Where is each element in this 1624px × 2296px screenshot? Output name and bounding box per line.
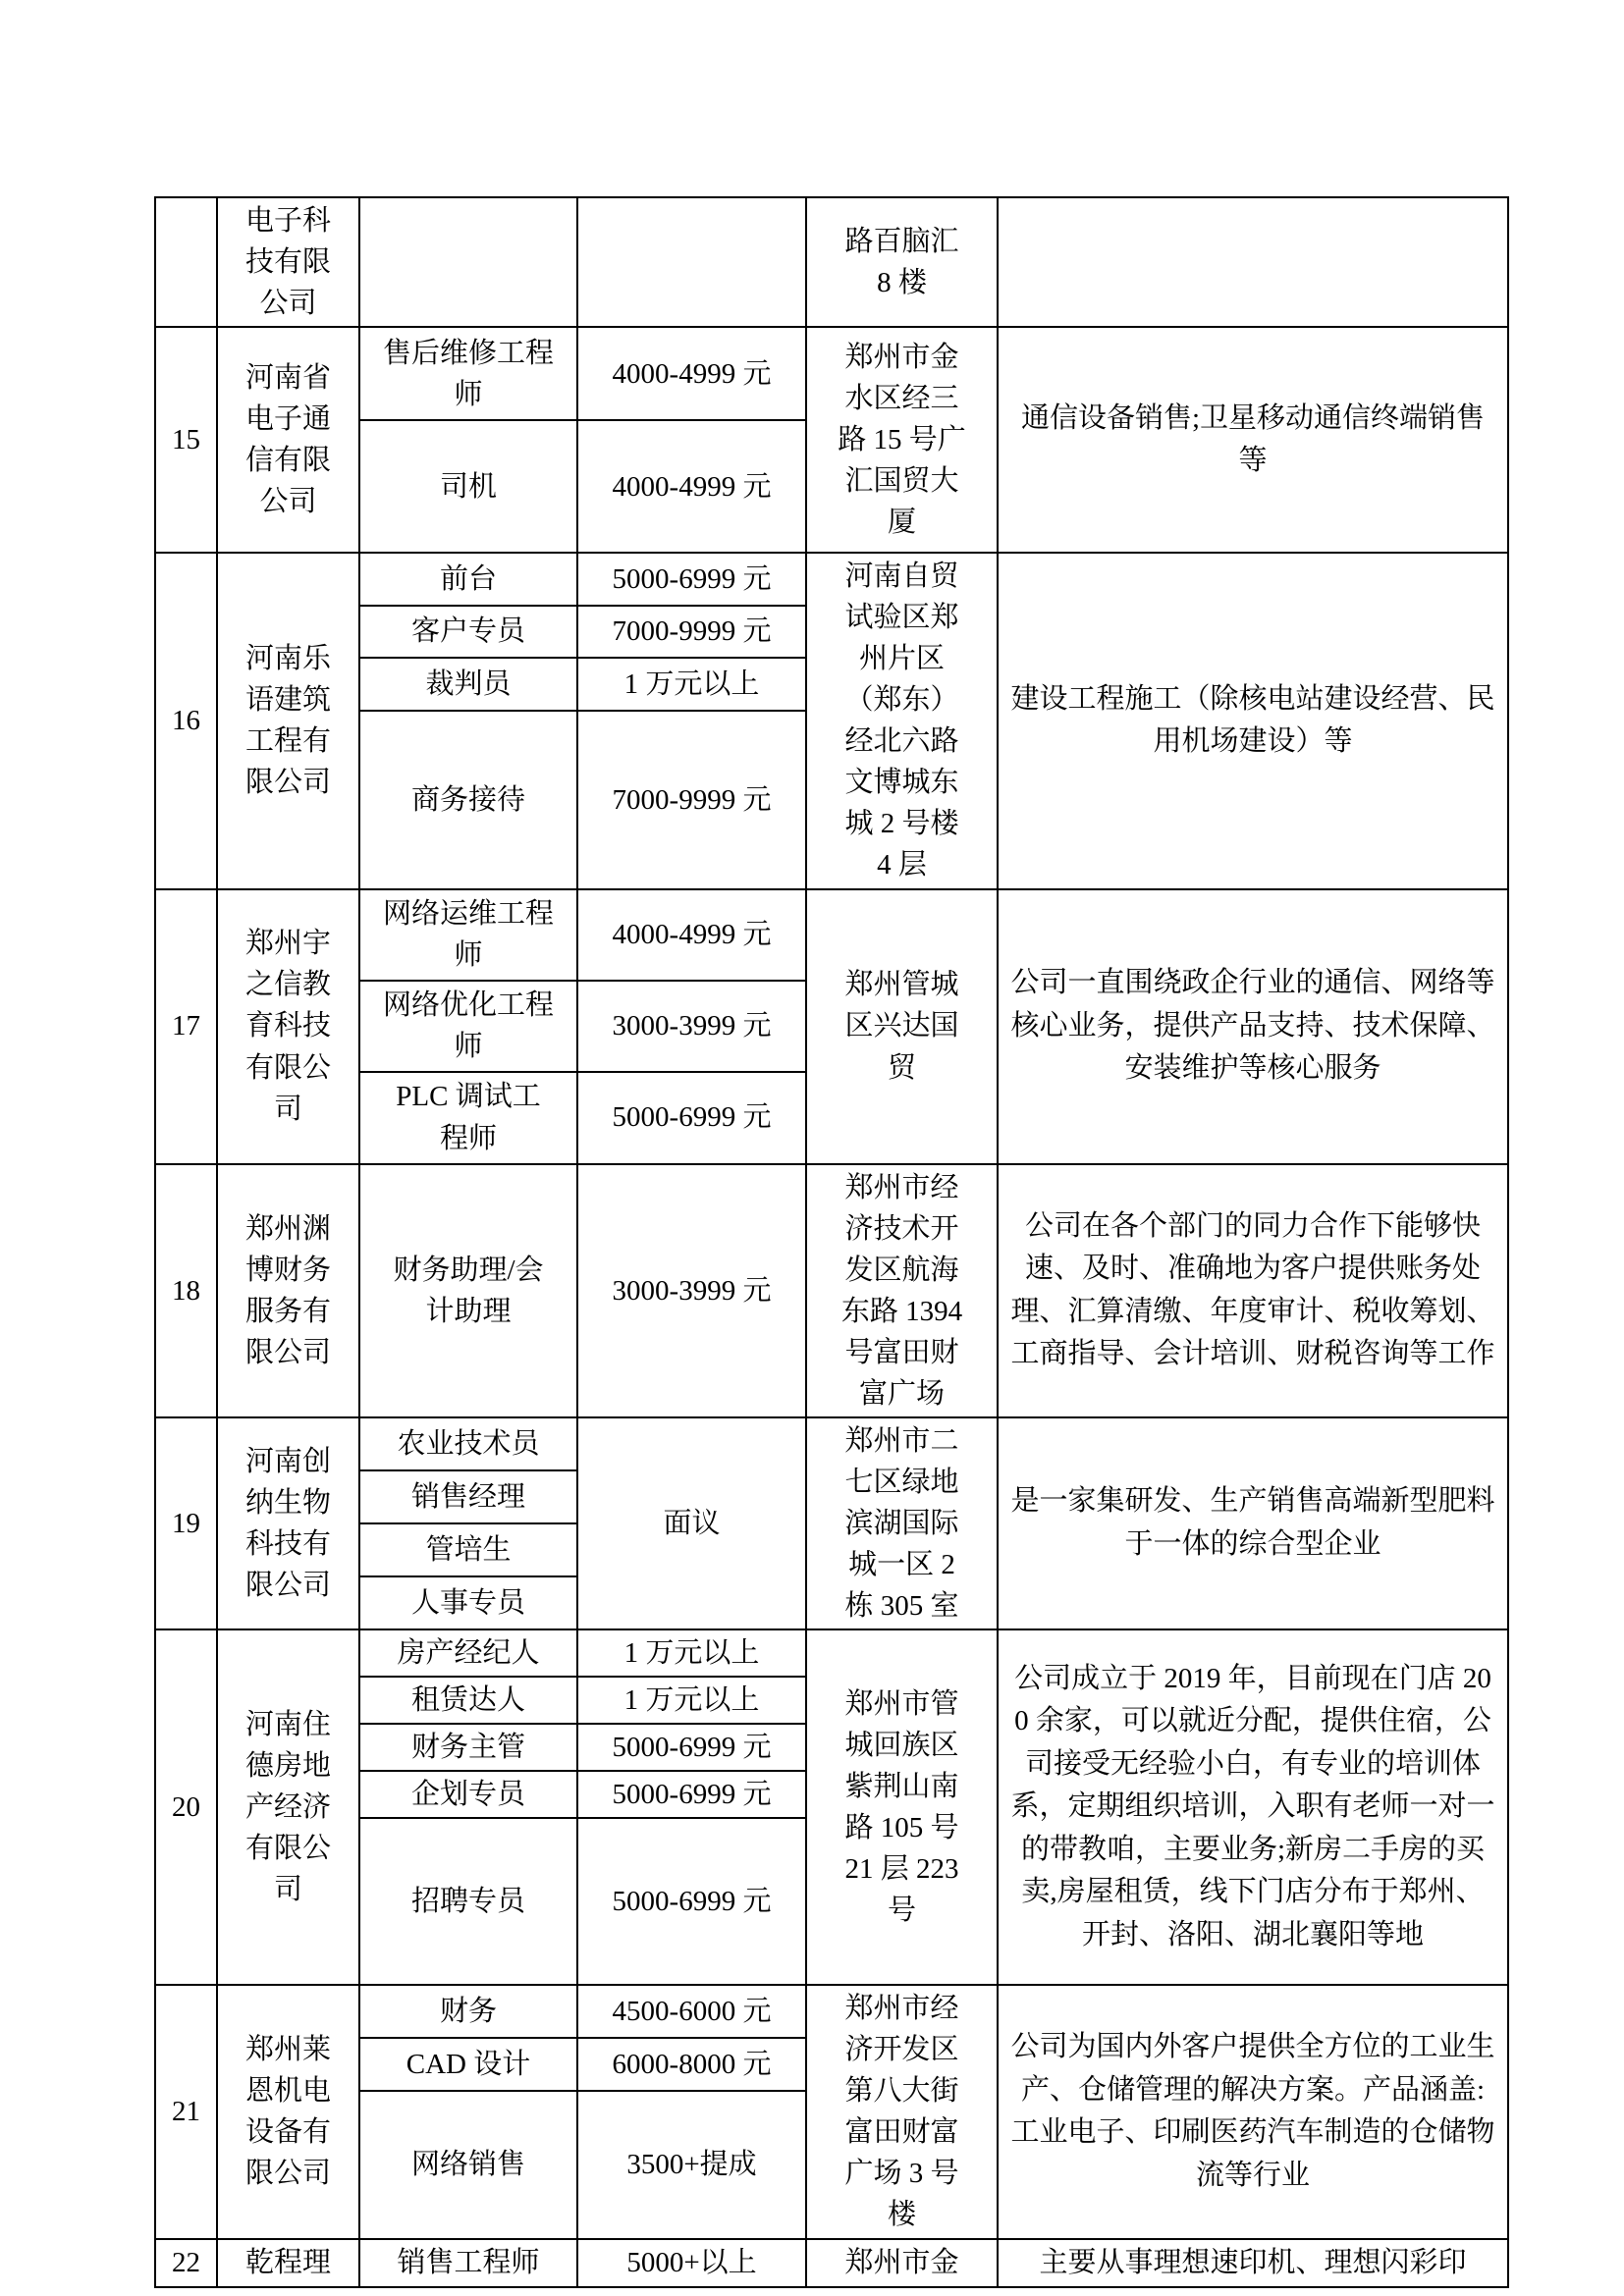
job-title-cell: 租赁达人 xyxy=(359,1677,577,1724)
address-cell: 郑州市经济开发区第八大街富田财富广场 3 号楼 xyxy=(806,1985,998,2238)
salary-cell: 3500+提成 xyxy=(577,2091,806,2238)
address-cell: 河南自贸试验区郑州片区（郑东）经北六路文博城东城 2 号楼 4 层 xyxy=(806,553,998,888)
table-row xyxy=(155,1985,1508,2038)
job-title-cell: 人事专员 xyxy=(359,1576,577,1629)
address-cell: 郑州市金水区经三路 15 号广汇国贸大厦 xyxy=(806,327,998,553)
description-cell: 通信设备销售;卫星移动通信终端销售等 xyxy=(998,327,1508,553)
row-number-cell: 21 xyxy=(155,1985,217,2238)
salary-cell: 面议 xyxy=(577,1417,806,1629)
row-number-cell: 15 xyxy=(155,327,217,553)
salary-cell: 5000+以上 xyxy=(577,2239,806,2288)
description-cell: 公司一直围绕政企行业的通信、网络等核心业务，提供产品支持、技术保障、安装维护等核心服务 xyxy=(998,889,1508,1164)
job-title-cell: 裁判员 xyxy=(359,658,577,711)
description-cell: 建设工程施工（除核电站建设经营、民用机场建设）等 xyxy=(998,553,1508,888)
table-row xyxy=(155,327,1508,420)
job-title-cell: 销售工程师 xyxy=(359,2239,577,2288)
salary-cell: 5000-6999 元 xyxy=(577,1072,806,1164)
job-title-cell: 网络优化工程师 xyxy=(359,981,577,1072)
table-row xyxy=(155,553,1508,606)
address-cell: 郑州市经济技术开发区航海东路 1394 号富田财富广场 xyxy=(806,1164,998,1417)
salary-cell: 3000-3999 元 xyxy=(577,981,806,1072)
job-title-cell: 司机 xyxy=(359,420,577,553)
address-cell: 郑州市金 xyxy=(806,2239,998,2288)
address-cell: 郑州市管城回族区紫荆山南路 105 号 21 层 223 号 xyxy=(806,1629,998,1985)
salary-cell: 4000-4999 元 xyxy=(577,420,806,553)
job-title-cell xyxy=(359,197,577,327)
row-number-cell: 20 xyxy=(155,1629,217,1985)
row-number-cell: 17 xyxy=(155,889,217,1164)
job-title-cell: 财务主管 xyxy=(359,1724,577,1771)
job-title-cell: 网络运维工程师 xyxy=(359,889,577,981)
salary-cell: 4000-4999 元 xyxy=(577,327,806,420)
description-cell: 公司为国内外客户提供全方位的工业生产、仓储管理的解决方案。产品涵盖: 工业电子、印刷医药汽车制造的仓储物流等行业 xyxy=(998,1985,1508,2238)
job-title-cell: 财务助理/会计助理 xyxy=(359,1164,577,1417)
company-cell: 河南省电子通信有限公司 xyxy=(217,327,359,553)
job-title-cell: 网络销售 xyxy=(359,2091,577,2238)
table-row xyxy=(155,2239,1508,2288)
salary-cell: 5000-6999 元 xyxy=(577,553,806,606)
salary-cell: 1 万元以上 xyxy=(577,1677,806,1724)
company-cell: 乾程理 xyxy=(217,2239,359,2288)
company-cell: 电子科技有限公司 xyxy=(217,197,359,327)
salary-cell: 5000-6999 元 xyxy=(577,1771,806,1818)
table-row xyxy=(155,1417,1508,1470)
salary-cell: 6000-8000 元 xyxy=(577,2038,806,2091)
description-cell: 公司在各个部门的同力合作下能够快速、及时、准确地为客户提供账务处理、汇算清缴、年度审计、税收筹划、工商指导、会计培训、财税咨询等工作 xyxy=(998,1164,1508,1417)
company-cell: 河南创纳生物科技有限公司 xyxy=(217,1417,359,1629)
job-title-cell: CAD 设计 xyxy=(359,2038,577,2091)
salary-cell: 1 万元以上 xyxy=(577,1629,806,1677)
table-row xyxy=(155,889,1508,981)
job-title-cell: 管培生 xyxy=(359,1523,577,1576)
salary-cell: 5000-6999 元 xyxy=(577,1818,806,1985)
table-row xyxy=(155,197,1508,327)
table-row xyxy=(155,1164,1508,1417)
salary-cell xyxy=(577,197,806,327)
description-cell: 主要从事理想速印机、理想闪彩印 xyxy=(998,2239,1508,2288)
job-title-cell: 客户专员 xyxy=(359,606,577,659)
job-title-cell: 财务 xyxy=(359,1985,577,2038)
salary-cell: 1 万元以上 xyxy=(577,658,806,711)
company-cell: 河南乐语建筑工程有限公司 xyxy=(217,553,359,888)
row-number-cell: 19 xyxy=(155,1417,217,1629)
salary-cell: 4000-4999 元 xyxy=(577,889,806,981)
salary-cell: 7000-9999 元 xyxy=(577,606,806,659)
description-cell xyxy=(998,197,1508,327)
salary-cell: 4500-6000 元 xyxy=(577,1985,806,2038)
row-number-cell: 22 xyxy=(155,2239,217,2288)
company-cell: 郑州渊博财务服务有限公司 xyxy=(217,1164,359,1417)
job-title-cell: 前台 xyxy=(359,553,577,606)
job-title-cell: 房产经纪人 xyxy=(359,1629,577,1677)
salary-cell: 7000-9999 元 xyxy=(577,711,806,889)
description-cell: 公司成立于 2019 年，目前现在门店 200 余家，可以就近分配，提供住宿，公司接受无经验小白，有专业的培训体系，定期组织培训，入职有老师一对一的带教咱，主要业务;新房二手房的买卖,房屋租赁，线下门店分布于郑州、开封、洛阳、湖北襄阳等地 xyxy=(998,1629,1508,1985)
job-title-cell: 销售经理 xyxy=(359,1470,577,1523)
company-cell: 郑州莱恩机电设备有限公司 xyxy=(217,1985,359,2238)
job-title-cell: 企划专员 xyxy=(359,1771,577,1818)
job-table xyxy=(154,196,1509,2288)
job-title-cell: 招聘专员 xyxy=(359,1818,577,1985)
job-title-cell: 农业技术员 xyxy=(359,1417,577,1470)
address-cell: 路百脑汇 8 楼 xyxy=(806,197,998,327)
table-row xyxy=(155,1629,1508,1677)
company-cell: 郑州宇之信教育科技有限公司 xyxy=(217,889,359,1164)
row-number-cell: 18 xyxy=(155,1164,217,1417)
salary-cell: 3000-3999 元 xyxy=(577,1164,806,1417)
address-cell: 郑州管城区兴达国贸 xyxy=(806,889,998,1164)
job-title-cell: PLC 调试工程师 xyxy=(359,1072,577,1164)
company-cell: 河南住德房地产经济有限公司 xyxy=(217,1629,359,1985)
description-cell: 是一家集研发、生产销售高端新型肥料于一体的综合型企业 xyxy=(998,1417,1508,1629)
row-number-cell: 16 xyxy=(155,553,217,888)
row-number-cell xyxy=(155,197,217,327)
address-cell: 郑州市二七区绿地滨湖国际城一区 2 栋 305 室 xyxy=(806,1417,998,1629)
job-title-cell: 售后维修工程师 xyxy=(359,327,577,420)
job-title-cell: 商务接待 xyxy=(359,711,577,889)
salary-cell: 5000-6999 元 xyxy=(577,1724,806,1771)
